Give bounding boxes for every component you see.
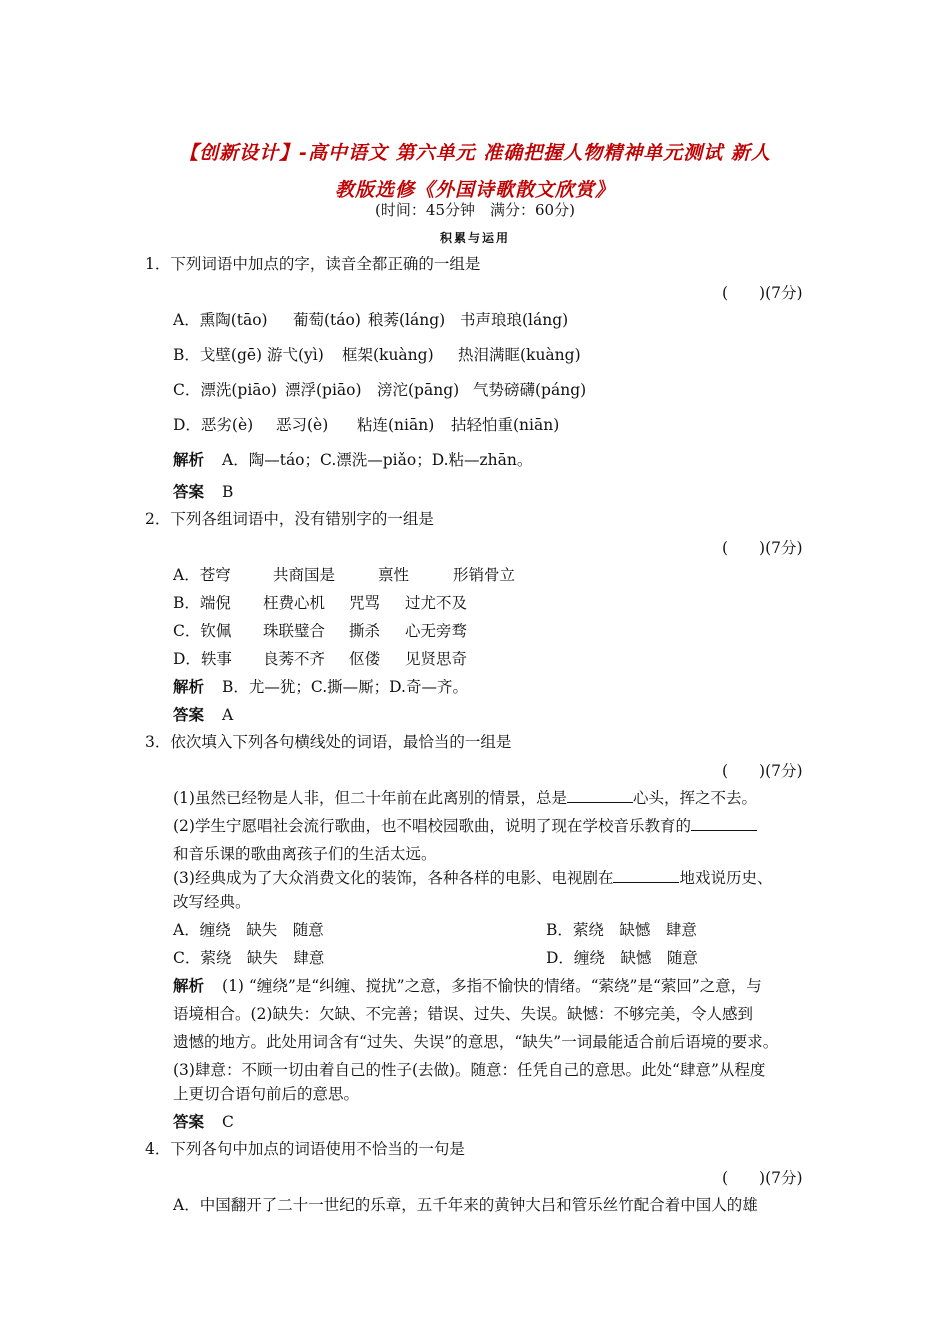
question-3-sentence-3-cont: 改写经典。 [173, 893, 251, 911]
question-3-analysis-line-4: (3)肆意：不顾一切由着自己的性子(去做)。随意：任凭自己的意思。此处“肆意”从程度 [173, 1061, 766, 1079]
answer-label: 答案 [173, 1112, 205, 1131]
option-term: 稂莠(láng) [368, 311, 446, 329]
option-term: 游弋(yì) [267, 346, 324, 364]
section-heading: 积累与运用 [439, 231, 510, 245]
question-2-option-d [173, 647, 467, 669]
question-1-score: ( )(7分) [722, 284, 803, 302]
answer-value: B [222, 483, 234, 501]
option-term: 珠联璧合 [263, 622, 326, 640]
question-3-option-d: D．缠绕 缺憾 随意 [546, 949, 698, 967]
question-2-score: ( )(7分) [722, 539, 803, 557]
sentence-text: 心头，挥之不去。 [632, 789, 757, 807]
analysis-label: 解析 [173, 976, 205, 995]
answer-value: A [222, 706, 234, 724]
option-term: 滂沱(pāng) [377, 381, 460, 399]
question-2-analysis [173, 675, 468, 697]
question-4-option-a: A．中国翻开了二十一世纪的乐章，五千年来的黄钟大吕和管乐丝竹配合着中国人的雄 [173, 1196, 758, 1214]
question-2-option-b [173, 591, 467, 613]
option-term: 热泪满眶(kuàng) [458, 346, 581, 364]
question-2-option-a [173, 563, 515, 585]
option-term: 良莠不齐 [263, 650, 326, 668]
document-title-line-2: 教版选修《外国诗歌散文欣赏》 [334, 179, 615, 201]
question-1-option-a [173, 308, 568, 330]
question-3-option-b: B．萦绕 缺憾 肆意 [546, 921, 697, 939]
option-term: 禀性 [378, 566, 410, 584]
analysis-text: B．尤—犹；C.撕—厮；D.奇—齐。 [222, 678, 468, 696]
option-term: 心无旁骛 [405, 622, 468, 640]
option-term: A．熏陶(tāo) [173, 311, 268, 329]
option-term: C．漂洗(piāo) [173, 381, 277, 399]
option-term: A．苍穹 [173, 566, 231, 584]
analysis-text: (1) “缠绕”是“纠缠、搅扰”之意，多指不愉快的情绪。“萦绕”是“萦回”之意，与 [222, 977, 762, 995]
option-term: 枉费心机 [263, 594, 326, 612]
answer-value: C [222, 1113, 234, 1131]
option-term: 咒骂 [349, 594, 381, 612]
option-term: C．钦佩 [173, 622, 232, 640]
question-3-analysis-line-2: 语境相合。(2)缺失：欠缺、不完善；错误、过失、失误。缺憾：不够完美，令人感到 [173, 1005, 753, 1023]
document-title-line-1: 【创新设计】-高中语文 第六单元 准确把握人物精神单元测试 新人 [179, 142, 771, 164]
answer-label: 答案 [173, 705, 205, 724]
option-term: 漂浮(piāo) [285, 381, 362, 399]
option-term: 撕杀 [349, 622, 381, 640]
option-term: 拈轻怕重(niān) [451, 416, 560, 434]
option-term: 见贤思奇 [405, 650, 468, 668]
fill-blank [567, 790, 633, 803]
sentence-text: (2)学生宁愿唱社会流行歌曲，也不唱校园歌曲，说明了现在学校音乐教育的 [173, 817, 691, 835]
question-2-answer [173, 703, 233, 725]
question-1-option-d [173, 413, 559, 435]
option-term: 葡萄(táo) [293, 311, 361, 329]
analysis-text: A．陶—táo；C.漂洗—piǎo；D.粘—zhān。 [222, 451, 533, 469]
question-3-analysis-line-3: 遗憾的地方。此处用词含有“过失、失误”的意思，“缺失”一词最能适合前后语境的要求。 [173, 1033, 779, 1051]
question-4-score: ( )(7分) [722, 1169, 803, 1187]
question-1-answer [173, 480, 233, 502]
question-2-option-c [173, 619, 467, 641]
question-3-option-a: A．缠绕 缺失 随意 [173, 921, 324, 939]
analysis-label: 解析 [173, 450, 205, 469]
option-term: 恶习(è) [276, 416, 329, 434]
question-1-stem: 1．下列词语中加点的字，读音全都正确的一组是 [145, 255, 481, 273]
question-3-sentence-2-cont: 和音乐课的歌曲离孩子们的生活太远。 [173, 845, 437, 863]
option-term: 书声琅琅(láng) [460, 311, 569, 329]
fill-blank [613, 870, 679, 883]
question-3-score: ( )(7分) [722, 762, 803, 780]
question-3-sentence-2 [173, 814, 757, 836]
question-1-analysis [173, 448, 532, 470]
option-term: 过尤不及 [405, 594, 468, 612]
option-term: 框架(kuàng) [342, 346, 434, 364]
sentence-text: (1)虽然已经物是人非，但二十年前在此离别的情景，总是 [173, 789, 567, 807]
question-3-option-c: C．萦绕 缺失 肆意 [173, 949, 325, 967]
time-and-score-info: (时间：45分钟 满分：60分) [375, 201, 575, 219]
option-term: 伛偻 [349, 650, 381, 668]
sentence-text: (3)经典成为了大众消费文化的装饰，各种各样的电影、电视剧在 [173, 869, 614, 887]
option-term: D．轶事 [173, 650, 232, 668]
fill-blank [691, 818, 757, 831]
question-1-option-b [173, 343, 581, 365]
option-term: 形销骨立 [453, 566, 516, 584]
sentence-text: 地戏说历史、 [679, 869, 773, 887]
question-3-stem: 3．依次填入下列各句横线处的词语，最恰当的一组是 [145, 733, 512, 751]
option-term: B．端倪 [173, 594, 231, 612]
question-3-analysis-line-5: 上更切合语句前后的意思。 [173, 1085, 360, 1103]
analysis-label: 解析 [173, 677, 205, 696]
option-term: 气势磅礴(páng) [473, 381, 587, 399]
question-3-sentence-3 [173, 866, 772, 888]
option-term: D．恶劣(è) [173, 416, 254, 434]
question-1-option-c [173, 378, 586, 400]
question-4-stem: 4．下列各句中加点的词语使用不恰当的一句是 [145, 1140, 465, 1158]
question-3-sentence-1 [173, 786, 757, 808]
option-term: 共商国是 [273, 566, 336, 584]
question-3-analysis [173, 974, 762, 996]
question-2-stem: 2．下列各组词语中，没有错别字的一组是 [145, 510, 434, 528]
option-term: 粘连(niān) [357, 416, 435, 434]
question-3-answer [173, 1110, 234, 1132]
option-term: B．戈壁(gē) [173, 346, 263, 364]
answer-label: 答案 [173, 482, 205, 501]
